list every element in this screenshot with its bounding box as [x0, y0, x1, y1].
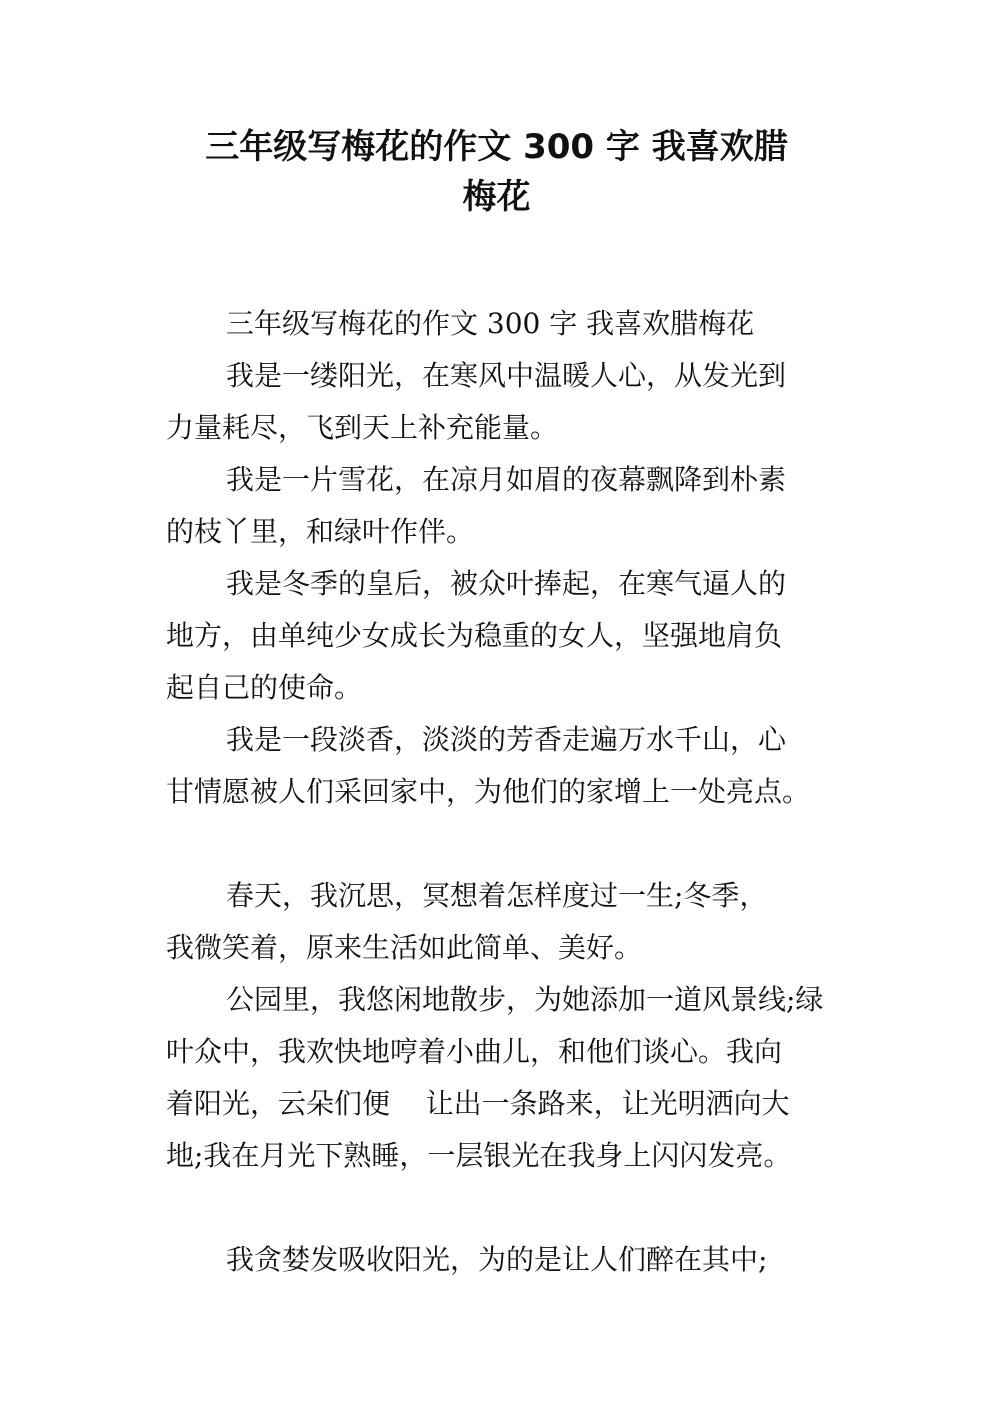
paragraph-line: 我贪婪发吸收阳光，为的是让人们醉在其中;	[226, 1243, 768, 1276]
paragraph	[166, 350, 886, 454]
paragraph	[166, 558, 886, 714]
paragraph-line: 我是一片雪花，在凉月如眉的夜幕飘降到朴素	[226, 463, 787, 496]
paragraph-spacer	[166, 818, 886, 870]
paragraph-line: 三年级写梅花的作文 300 字 我喜欢腊梅花	[226, 307, 755, 340]
paragraph	[166, 454, 886, 558]
paragraph-line: 力量耗尽，飞到天上补充能量。	[166, 411, 559, 444]
paragraph-line: 春天，我沉思，冥想着怎样度过一生;冬季，	[226, 879, 768, 912]
paragraph	[166, 298, 886, 350]
paragraph-line: 甘情愿被人们采回家中，为他们的家增上一处亮点。	[166, 775, 811, 808]
paragraph-line: 我是冬季的皇后，被众叶捧起，在寒气逼人的	[226, 567, 787, 600]
document-title	[140, 122, 853, 222]
paragraph	[166, 974, 886, 1182]
title-line: 三年级写梅花的作文 300 字 我喜欢腊	[205, 127, 788, 167]
paragraph-line: 地;我在月光下熟睡，一层银光在我身上闪闪发亮。	[166, 1139, 792, 1172]
paragraph-line: 公园里，我悠闲地散步，为她添加一道风景线;绿	[226, 983, 824, 1016]
paragraph-line: 叶众中，我欢快地哼着小曲儿，和他们谈心。我向	[166, 1035, 783, 1068]
paragraph-line: 地方，由单纯少女成长为稳重的女人，坚强地肩负	[166, 619, 783, 652]
paragraph-line: 我是一缕阳光，在寒风中温暖人心，从发光到	[226, 359, 787, 392]
paragraph	[166, 870, 886, 974]
paragraph-line: 着阳光，云朵们便 让出一条路来，让光明洒向大	[166, 1087, 790, 1120]
paragraph	[166, 714, 886, 818]
document-body	[166, 298, 886, 1286]
paragraph-spacer	[166, 1182, 886, 1234]
title-line: 梅花	[462, 177, 531, 217]
paragraph-line: 我微笑着，原来生活如此简单、美好。	[166, 931, 643, 964]
paragraph-line: 我是一段淡香，淡淡的芳香走遍万水千山，心	[226, 723, 787, 756]
paragraph	[166, 1234, 886, 1286]
paragraph-line: 起自己的使命。	[166, 671, 363, 704]
paragraph-line: 的枝丫里，和绿叶作伴。	[166, 515, 475, 548]
